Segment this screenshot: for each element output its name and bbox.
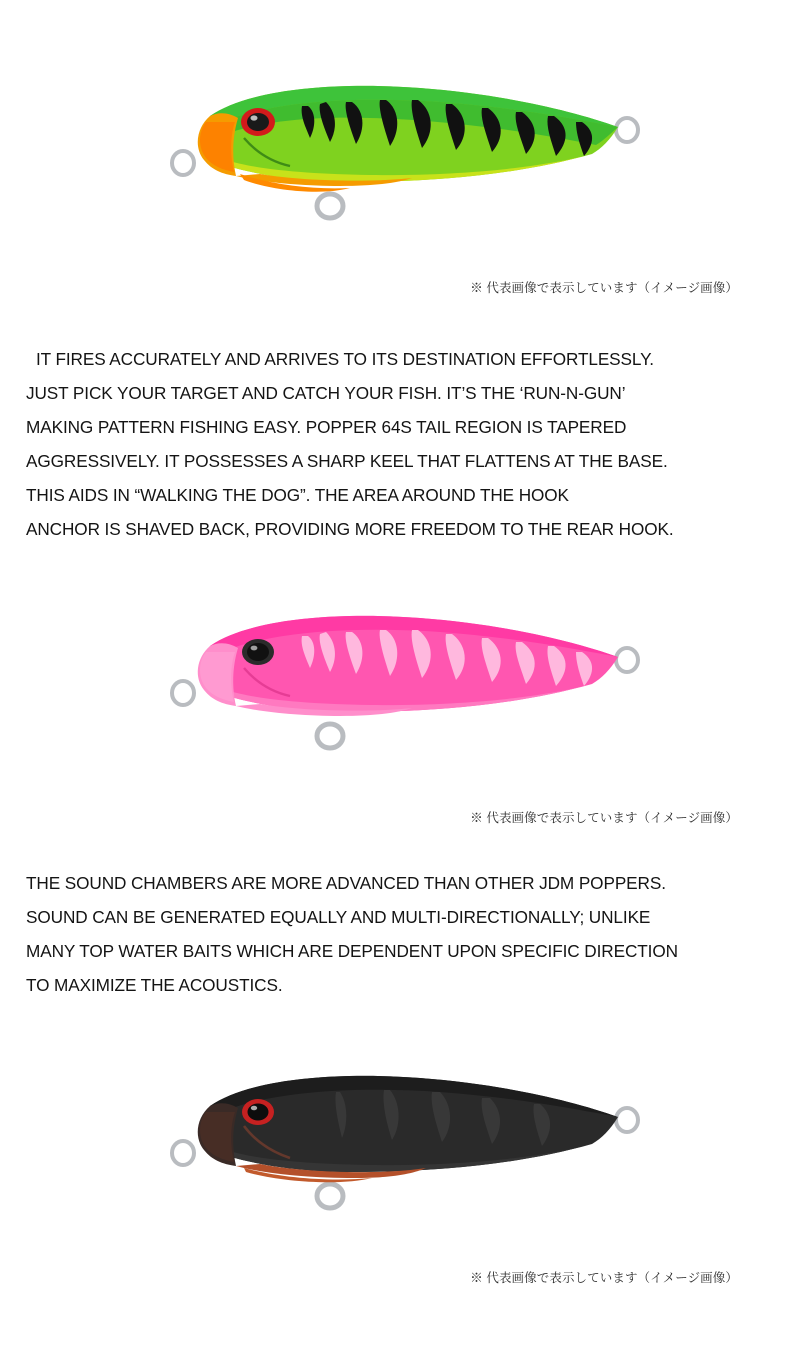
lure-image-black [0, 1068, 800, 1268]
lure-eye-green [241, 108, 275, 136]
description-paragraph-2 [0, 866, 800, 1002]
description-paragraph-1 [0, 342, 800, 546]
paragraph-1-line-3: MAKING PATTERN FISHING EASY. POPPER 64S TAIL REGION IS TAPERED [26, 417, 627, 437]
representative-image-note-black: ※ 代表画像で表示しています（イメージ画像） [470, 1271, 738, 1285]
front-hook-ring-icon [172, 151, 194, 175]
lure-illustration-pink [140, 608, 660, 758]
paragraph-2-line-4: TO MAXIMIZE THE ACOUSTICS. [26, 975, 283, 995]
lure-illustration-black [140, 1068, 660, 1218]
representative-image-note-pink: ※ 代表画像で表示しています（イメージ画像） [470, 811, 738, 825]
representative-image-note-green: ※ 代表画像で表示しています（イメージ画像） [470, 281, 738, 295]
rear-hook-ring-icon [616, 118, 638, 142]
lure-illustration-green [140, 78, 660, 228]
lure-image-green [0, 78, 800, 278]
rear-hook-ring-icon [616, 648, 638, 672]
paragraph-2-line-1: THE SOUND CHAMBERS ARE MORE ADVANCED THAN OTHER JDM POPPERS. [26, 873, 666, 893]
belly-hook-ring-icon [317, 724, 343, 748]
lure-mouth-inner [200, 122, 235, 172]
front-hook-ring-icon [172, 1141, 194, 1165]
product-image-block-green [0, 0, 800, 296]
lure-eye-pink [242, 639, 274, 665]
front-hook-ring-icon [172, 681, 194, 705]
belly-hook-ring-icon [317, 194, 343, 218]
lure-image-pink [0, 608, 800, 808]
belly-hook-ring-icon [317, 1184, 343, 1208]
product-image-block-pink [0, 608, 800, 826]
lure-mouth-inner-black [200, 1112, 235, 1162]
paragraph-1-line-2: JUST PICK YOUR TARGET AND CATCH YOUR FISH. IT’S THE ‘RUN-N-GUN’ [26, 383, 626, 403]
rear-hook-ring-icon [616, 1108, 638, 1132]
paragraph-2-line-2: SOUND CAN BE GENERATED EQUALLY AND MULTI-DIRECTIONALLY; UNLIKE [26, 907, 651, 927]
paragraph-1-line-4: AGGRESSIVELY. IT POSSESSES A SHARP KEEL THAT FLATTENS AT THE BASE. [26, 451, 668, 471]
paragraph-1-line-5: THIS AIDS IN “WALKING THE DOG”. THE AREA AROUND THE HOOK [26, 485, 569, 505]
paragraph-1-line-6: ANCHOR IS SHAVED BACK, PROVIDING MORE FREEDOM TO THE REAR HOOK. [26, 519, 674, 539]
paragraph-1-line-1: IT FIRES ACCURATELY AND ARRIVES TO ITS DESTINATION EFFORTLESSLY. [36, 349, 654, 369]
lure-mouth-inner-pink [200, 652, 235, 702]
lure-eye-black [242, 1099, 274, 1125]
paragraph-2-line-3: MANY TOP WATER BAITS WHICH ARE DEPENDENT UPON SPECIFIC DIRECTION [26, 941, 678, 961]
product-image-block-black [0, 1068, 800, 1286]
